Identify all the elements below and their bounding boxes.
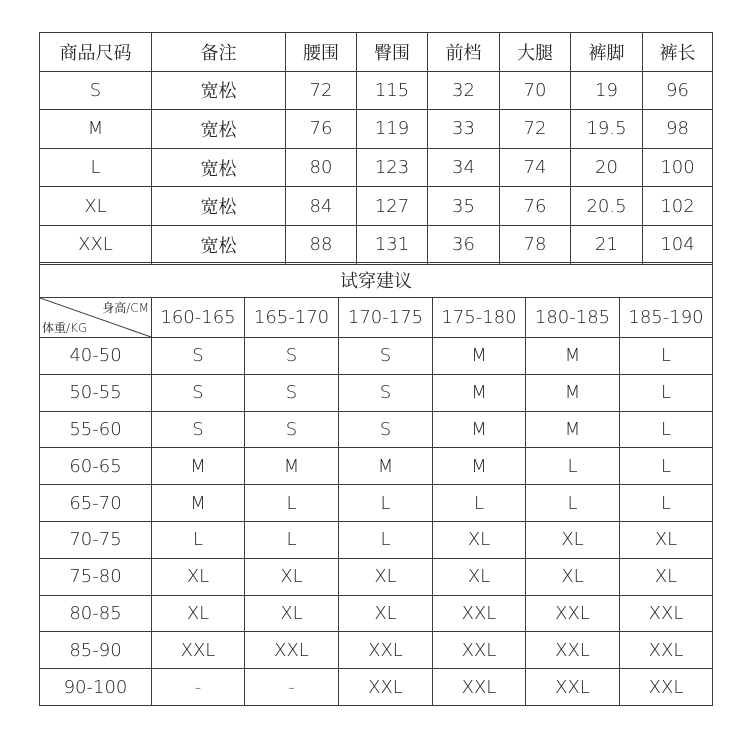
- recommended-size-cell: XXL: [526, 669, 620, 706]
- size-header-cell: 裤脚: [571, 33, 643, 72]
- size-header-cell: 商品尺码: [40, 33, 152, 72]
- size-value-cell: 104: [643, 225, 713, 264]
- recommended-size-cell: XXL: [245, 632, 339, 669]
- weight-range-cell: 55-60: [40, 411, 152, 448]
- recommended-size-cell: S: [339, 374, 433, 411]
- size-value-cell: 宽松: [152, 71, 286, 110]
- recommended-size-cell: L: [620, 374, 713, 411]
- recommended-size-cell: L: [526, 448, 620, 485]
- recommended-size-cell: M: [433, 338, 526, 375]
- size-value-cell: 96: [643, 71, 713, 110]
- height-range-cell: 170-175: [339, 298, 433, 338]
- recommendation-title-row: [40, 263, 713, 298]
- weight-row: [40, 558, 713, 595]
- recommended-size-cell: L: [245, 485, 339, 522]
- recommended-size-cell: L: [245, 521, 339, 558]
- size-value-cell: 宽松: [152, 148, 286, 187]
- recommended-size-cell: XL: [245, 558, 339, 595]
- recommended-size-cell: M: [526, 374, 620, 411]
- weight-range-cell: 80-85: [40, 595, 152, 632]
- weight-row: [40, 485, 713, 522]
- size-value-cell: 123: [357, 148, 428, 187]
- recommended-size-cell: L: [339, 485, 433, 522]
- size-value-cell: 34: [428, 148, 500, 187]
- size-row: [40, 71, 713, 110]
- recommended-size-cell: XL: [433, 521, 526, 558]
- size-value-cell: 72: [286, 71, 357, 110]
- size-value-cell: 102: [643, 187, 713, 226]
- weight-row: [40, 595, 713, 632]
- weight-row: [40, 448, 713, 485]
- recommended-size-cell: XXL: [152, 632, 245, 669]
- height-axis-label: 身高/CM: [102, 301, 149, 315]
- size-label-cell: S: [40, 71, 152, 110]
- size-value-cell: 100: [643, 148, 713, 187]
- weight-range-cell: 50-55: [40, 374, 152, 411]
- recommended-size-cell: L: [433, 485, 526, 522]
- fit-recommendation-table: [39, 262, 713, 706]
- recommended-size-cell: XXL: [526, 632, 620, 669]
- recommended-size-cell: M: [152, 448, 245, 485]
- recommended-size-cell: XL: [152, 595, 245, 632]
- recommended-size-cell: L: [620, 411, 713, 448]
- recommended-size-cell: S: [339, 338, 433, 375]
- recommended-size-cell: XXL: [620, 632, 713, 669]
- size-value-cell: 21: [571, 225, 643, 264]
- size-row: [40, 148, 713, 187]
- size-value-cell: 76: [286, 110, 357, 149]
- recommended-size-cell: L: [620, 338, 713, 375]
- recommended-size-cell: M: [433, 448, 526, 485]
- weight-row: [40, 411, 713, 448]
- height-header-row: [40, 298, 713, 338]
- size-value-cell: 72: [500, 110, 571, 149]
- recommended-size-cell: M: [339, 448, 433, 485]
- size-value-cell: 115: [357, 71, 428, 110]
- weight-axis-label: 体重/KG: [42, 321, 88, 335]
- size-value-cell: 80: [286, 148, 357, 187]
- size-value-cell: 19.5: [571, 110, 643, 149]
- recommended-size-cell: S: [245, 411, 339, 448]
- recommended-size-cell: XL: [339, 558, 433, 595]
- recommended-size-cell: S: [339, 411, 433, 448]
- size-value-cell: 127: [357, 187, 428, 226]
- weight-row: [40, 632, 713, 669]
- recommended-size-cell: XL: [620, 558, 713, 595]
- recommended-size-cell: XL: [245, 595, 339, 632]
- recommended-size-cell: S: [152, 374, 245, 411]
- recommended-size-cell: M: [245, 448, 339, 485]
- size-header-cell: 腰围: [286, 33, 357, 72]
- recommended-size-cell: S: [245, 374, 339, 411]
- recommended-size-cell: XXL: [339, 669, 433, 706]
- recommended-size-cell: XL: [339, 595, 433, 632]
- recommended-size-cell: M: [526, 411, 620, 448]
- size-value-cell: 36: [428, 225, 500, 264]
- height-range-cell: 175-180: [433, 298, 526, 338]
- size-header-cell: 裤长: [643, 33, 713, 72]
- size-value-cell: 32: [428, 71, 500, 110]
- size-value-cell: 84: [286, 187, 357, 226]
- weight-row: [40, 374, 713, 411]
- size-value-cell: 78: [500, 225, 571, 264]
- recommended-size-cell: S: [152, 338, 245, 375]
- size-value-cell: 74: [500, 148, 571, 187]
- recommended-size-cell: S: [245, 338, 339, 375]
- weight-row: [40, 338, 713, 375]
- size-value-cell: 19: [571, 71, 643, 110]
- size-row: [40, 110, 713, 149]
- size-header-cell: 臀围: [357, 33, 428, 72]
- recommended-size-cell: XXL: [339, 632, 433, 669]
- recommended-size-cell: XXL: [620, 669, 713, 706]
- recommended-size-cell: XL: [152, 558, 245, 595]
- weight-range-cell: 65-70: [40, 485, 152, 522]
- height-range-cell: 165-170: [245, 298, 339, 338]
- weight-range-cell: 70-75: [40, 521, 152, 558]
- size-label-cell: XXL: [40, 225, 152, 264]
- size-label-cell: M: [40, 110, 152, 149]
- recommended-size-cell: XL: [620, 521, 713, 558]
- recommended-size-cell: S: [152, 411, 245, 448]
- size-value-cell: 88: [286, 225, 357, 264]
- size-value-cell: 70: [500, 71, 571, 110]
- recommended-size-cell: L: [339, 521, 433, 558]
- recommended-size-cell: -: [152, 669, 245, 706]
- size-value-cell: 98: [643, 110, 713, 149]
- size-header-cell: 大腿: [500, 33, 571, 72]
- recommended-size-cell: L: [620, 448, 713, 485]
- size-header-cell: 前档: [428, 33, 500, 72]
- recommended-size-cell: XL: [433, 558, 526, 595]
- recommended-size-cell: L: [152, 521, 245, 558]
- size-row: [40, 187, 713, 226]
- weight-range-cell: 60-65: [40, 448, 152, 485]
- size-header-cell: 备注: [152, 33, 286, 72]
- recommended-size-cell: XXL: [433, 632, 526, 669]
- recommended-size-cell: M: [433, 374, 526, 411]
- size-value-cell: 宽松: [152, 225, 286, 264]
- weight-range-cell: 85-90: [40, 632, 152, 669]
- recommended-size-cell: M: [152, 485, 245, 522]
- height-range-cell: 180-185: [526, 298, 620, 338]
- size-value-cell: 35: [428, 187, 500, 226]
- weight-range-cell: 75-80: [40, 558, 152, 595]
- height-range-cell: 160-165: [152, 298, 245, 338]
- size-value-cell: 20: [571, 148, 643, 187]
- weight-row: [40, 669, 713, 706]
- recommended-size-cell: M: [433, 411, 526, 448]
- recommended-size-cell: XL: [526, 521, 620, 558]
- weight-row: [40, 521, 713, 558]
- diagonal-header-cell: [40, 298, 152, 338]
- height-range-cell: 185-190: [620, 298, 713, 338]
- recommended-size-cell: -: [245, 669, 339, 706]
- size-value-cell: 20.5: [571, 187, 643, 226]
- recommended-size-cell: L: [620, 485, 713, 522]
- recommended-size-cell: XL: [526, 558, 620, 595]
- size-value-cell: 119: [357, 110, 428, 149]
- recommendation-title: 试穿建议: [40, 263, 713, 298]
- recommended-size-cell: M: [526, 338, 620, 375]
- recommended-size-cell: XXL: [433, 669, 526, 706]
- recommended-size-cell: XXL: [620, 595, 713, 632]
- recommended-size-cell: L: [526, 485, 620, 522]
- weight-range-cell: 90-100: [40, 669, 152, 706]
- size-header-row: [40, 33, 713, 72]
- size-value-cell: 76: [500, 187, 571, 226]
- size-label-cell: L: [40, 148, 152, 187]
- size-chart-table: [39, 32, 713, 265]
- size-label-cell: XL: [40, 187, 152, 226]
- size-value-cell: 宽松: [152, 187, 286, 226]
- size-value-cell: 33: [428, 110, 500, 149]
- recommended-size-cell: XXL: [526, 595, 620, 632]
- weight-range-cell: 40-50: [40, 338, 152, 375]
- size-value-cell: 宽松: [152, 110, 286, 149]
- recommended-size-cell: XXL: [433, 595, 526, 632]
- size-value-cell: 131: [357, 225, 428, 264]
- size-row: [40, 225, 713, 264]
